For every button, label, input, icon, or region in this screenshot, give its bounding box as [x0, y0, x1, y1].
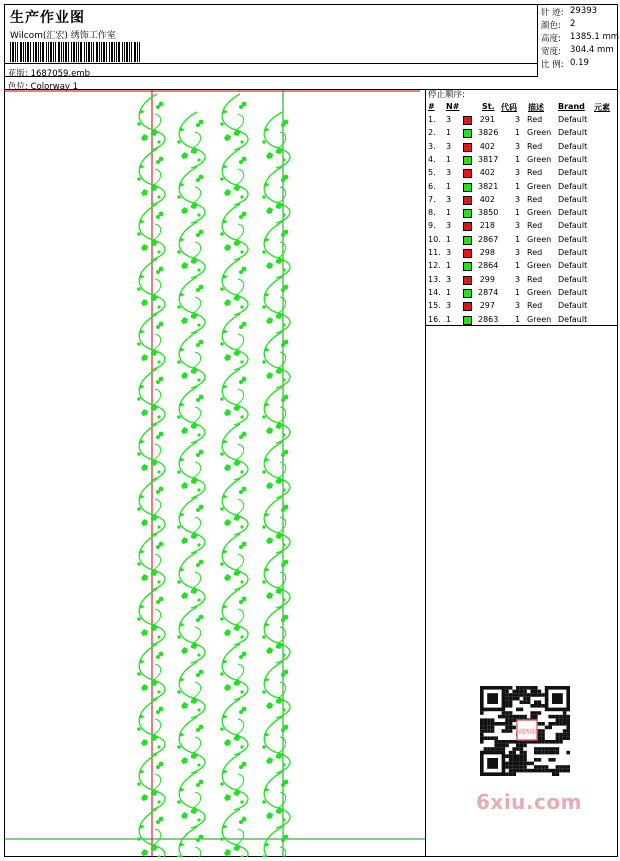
- row-brand: Default: [558, 301, 588, 311]
- row-description: Red: [527, 221, 543, 231]
- row-brand: Default: [558, 194, 588, 204]
- col-description: 描述: [528, 103, 544, 112]
- color-swatch: [463, 302, 472, 311]
- row-index: 5.: [428, 168, 436, 178]
- row-code: 3: [515, 274, 521, 284]
- company-name: Wilcom(汇宏) 绣饰工作室: [10, 31, 116, 41]
- row-index: 10.: [428, 234, 441, 244]
- row-code: 3: [515, 194, 521, 204]
- row-needle: 3: [446, 301, 452, 311]
- row-needle: 1: [446, 181, 452, 191]
- row-description: Green: [527, 181, 552, 191]
- row-brand: Default: [558, 314, 588, 324]
- row-needle: 3: [446, 248, 452, 257]
- table-row: [426, 301, 618, 314]
- row-index: 6.: [428, 181, 436, 191]
- table-row: [426, 182, 618, 195]
- row-brand: Default: [558, 115, 588, 124]
- col-needle: N#: [446, 102, 460, 111]
- row-index: 9.: [428, 221, 436, 231]
- row-brand: Default: [558, 248, 588, 257]
- col-brand: Brand: [558, 102, 585, 111]
- row-index: 3.: [428, 141, 436, 151]
- color-swatch: [463, 116, 472, 125]
- row-brand: Default: [558, 208, 588, 218]
- row-description: Red: [527, 194, 543, 204]
- colorway-value: Colorway 1: [30, 82, 79, 92]
- embroidery-design: [4, 90, 426, 857]
- row-needle: 3: [446, 115, 452, 124]
- row-index: 13.: [428, 274, 441, 284]
- row-brand: Default: [558, 287, 588, 297]
- table-row: [426, 155, 618, 168]
- qr-code-icon: [470, 682, 585, 782]
- row-description: Red: [527, 141, 543, 151]
- color-swatch: [463, 129, 472, 138]
- row-description: Green: [527, 154, 552, 164]
- row-needle: 1: [446, 154, 452, 164]
- stat-scale: 比 例: 0.19: [541, 58, 589, 70]
- row-code: 1: [515, 128, 521, 138]
- header: [4, 4, 618, 90]
- row-stitches: 218: [479, 221, 495, 231]
- table-row: [426, 315, 618, 328]
- row-stitches: 2864: [478, 261, 499, 271]
- color-swatch: [463, 222, 472, 231]
- row-index: 7.: [428, 194, 436, 204]
- row-stitches: 299: [479, 274, 495, 284]
- row-code: 1: [515, 261, 521, 271]
- row-description: Green: [527, 314, 552, 324]
- row-needle: 1: [446, 128, 452, 138]
- row-needle: 3: [446, 168, 452, 178]
- row-stitches: 3826: [478, 128, 499, 138]
- colorway-label: 色位:: [8, 82, 28, 92]
- row-code: 1: [515, 234, 521, 244]
- row-description: Red: [527, 168, 543, 178]
- row-index: 15.: [428, 301, 441, 311]
- color-swatch: [463, 289, 472, 298]
- row-description: Green: [527, 261, 552, 271]
- color-swatch: [463, 143, 472, 152]
- row-needle: 1: [446, 234, 452, 244]
- row-code: 1: [515, 208, 521, 218]
- color-swatch: [463, 316, 472, 325]
- row-stitches: 298: [479, 248, 495, 257]
- row-stitches: 297: [479, 301, 495, 311]
- table-row: [426, 235, 618, 248]
- row-brand: Default: [558, 274, 588, 284]
- row-needle: 1: [446, 208, 452, 218]
- table-row: [426, 115, 618, 128]
- table-row: [426, 248, 618, 261]
- row-code: 3: [515, 221, 521, 231]
- color-swatch: [463, 156, 472, 165]
- table-row: [426, 195, 618, 208]
- row-code: 3: [515, 248, 521, 257]
- row-code: 1: [515, 154, 521, 164]
- col-index: #: [428, 102, 435, 111]
- design-label: 花版:: [8, 69, 28, 79]
- row-code: 1: [515, 181, 521, 191]
- row-stitches: 2867: [478, 234, 499, 244]
- row-index: 12.: [428, 261, 441, 271]
- row-code: 3: [515, 301, 521, 311]
- row-description: Red: [527, 274, 543, 284]
- color-swatch: [463, 249, 472, 258]
- row-needle: 3: [446, 194, 452, 204]
- stat-height: 高度: 1385.1 mm: [541, 32, 620, 44]
- design-line: [8, 67, 90, 79]
- table-row: [426, 261, 618, 274]
- table-row: [426, 275, 618, 288]
- row-index: 4.: [428, 154, 436, 164]
- row-stitches: 2863: [478, 314, 499, 324]
- row-index: 2.: [428, 128, 436, 138]
- row-brand: Default: [558, 181, 588, 191]
- row-brand: Default: [558, 168, 588, 178]
- row-brand: Default: [558, 234, 588, 244]
- table-row: [426, 221, 618, 234]
- row-index: 11.: [428, 248, 441, 257]
- row-description: Green: [527, 287, 552, 297]
- row-stitches: 291: [479, 115, 495, 124]
- row-code: 1: [515, 314, 521, 324]
- design-value: 1687059.emb: [30, 69, 91, 79]
- row-index: 1.: [428, 115, 436, 124]
- barcode-icon: [10, 42, 142, 62]
- row-needle: 3: [446, 221, 452, 231]
- row-stitches: 402: [479, 194, 495, 204]
- row-brand: Default: [558, 141, 588, 151]
- svg-text:刺绣图: 刺绣图: [517, 729, 537, 736]
- watermark: 6xiu.com: [476, 790, 582, 814]
- table-row: [426, 168, 618, 181]
- table-row: [426, 128, 618, 141]
- design-canvas: [4, 90, 426, 857]
- row-description: Red: [527, 248, 543, 257]
- color-swatch: [463, 209, 472, 218]
- row-code: 3: [515, 168, 521, 178]
- color-swatch: [463, 262, 472, 271]
- row-description: Green: [527, 128, 552, 138]
- divider: [4, 63, 537, 64]
- row-index: 14.: [428, 287, 441, 297]
- row-index: 16.: [428, 314, 441, 324]
- row-code: 3: [515, 115, 521, 124]
- table-row: [426, 142, 618, 155]
- color-swatch: [463, 169, 472, 178]
- row-code: 3: [515, 141, 521, 151]
- row-stitches: 2874: [478, 287, 499, 297]
- row-needle: 3: [446, 274, 452, 284]
- row-brand: Default: [558, 128, 588, 138]
- col-code: 代码: [501, 103, 517, 112]
- col-element: 元素: [594, 103, 610, 112]
- stat-colors: 颜色: 2: [541, 19, 576, 31]
- color-swatch: [463, 183, 472, 192]
- row-brand: Default: [558, 221, 588, 231]
- row-stitches: 3817: [478, 154, 499, 164]
- row-needle: 1: [446, 261, 452, 271]
- row-brand: Default: [558, 261, 588, 271]
- row-needle: 1: [446, 287, 452, 297]
- row-brand: Default: [558, 154, 588, 164]
- row-index: 8.: [428, 208, 436, 218]
- row-description: Green: [527, 208, 552, 218]
- color-swatch: [463, 236, 472, 245]
- row-description: Red: [527, 115, 543, 124]
- divider: [4, 76, 537, 77]
- stop-sequence-title: 停止顺序:: [428, 90, 465, 100]
- stop-sequence-panel: [426, 86, 618, 326]
- row-stitches: 3821: [478, 181, 499, 191]
- stat-width: 宽度: 304.4 mm: [541, 45, 614, 57]
- table-row: [426, 288, 618, 301]
- row-code: 1: [515, 287, 521, 297]
- col-stitches: St.: [482, 102, 495, 111]
- row-description: Red: [527, 301, 543, 311]
- row-description: Green: [527, 234, 552, 244]
- design-stats: [537, 4, 618, 77]
- row-stitches: 3850: [478, 208, 499, 218]
- stat-stitches: 针 迹: 29393: [541, 6, 598, 18]
- row-stitches: 402: [479, 168, 495, 178]
- row-needle: 3: [446, 141, 452, 151]
- color-swatch: [463, 196, 472, 205]
- table-row: [426, 208, 618, 221]
- row-stitches: 402: [479, 141, 495, 151]
- color-swatch: [463, 276, 472, 285]
- page-title: 生产作业图: [10, 10, 85, 26]
- row-needle: 1: [446, 314, 452, 324]
